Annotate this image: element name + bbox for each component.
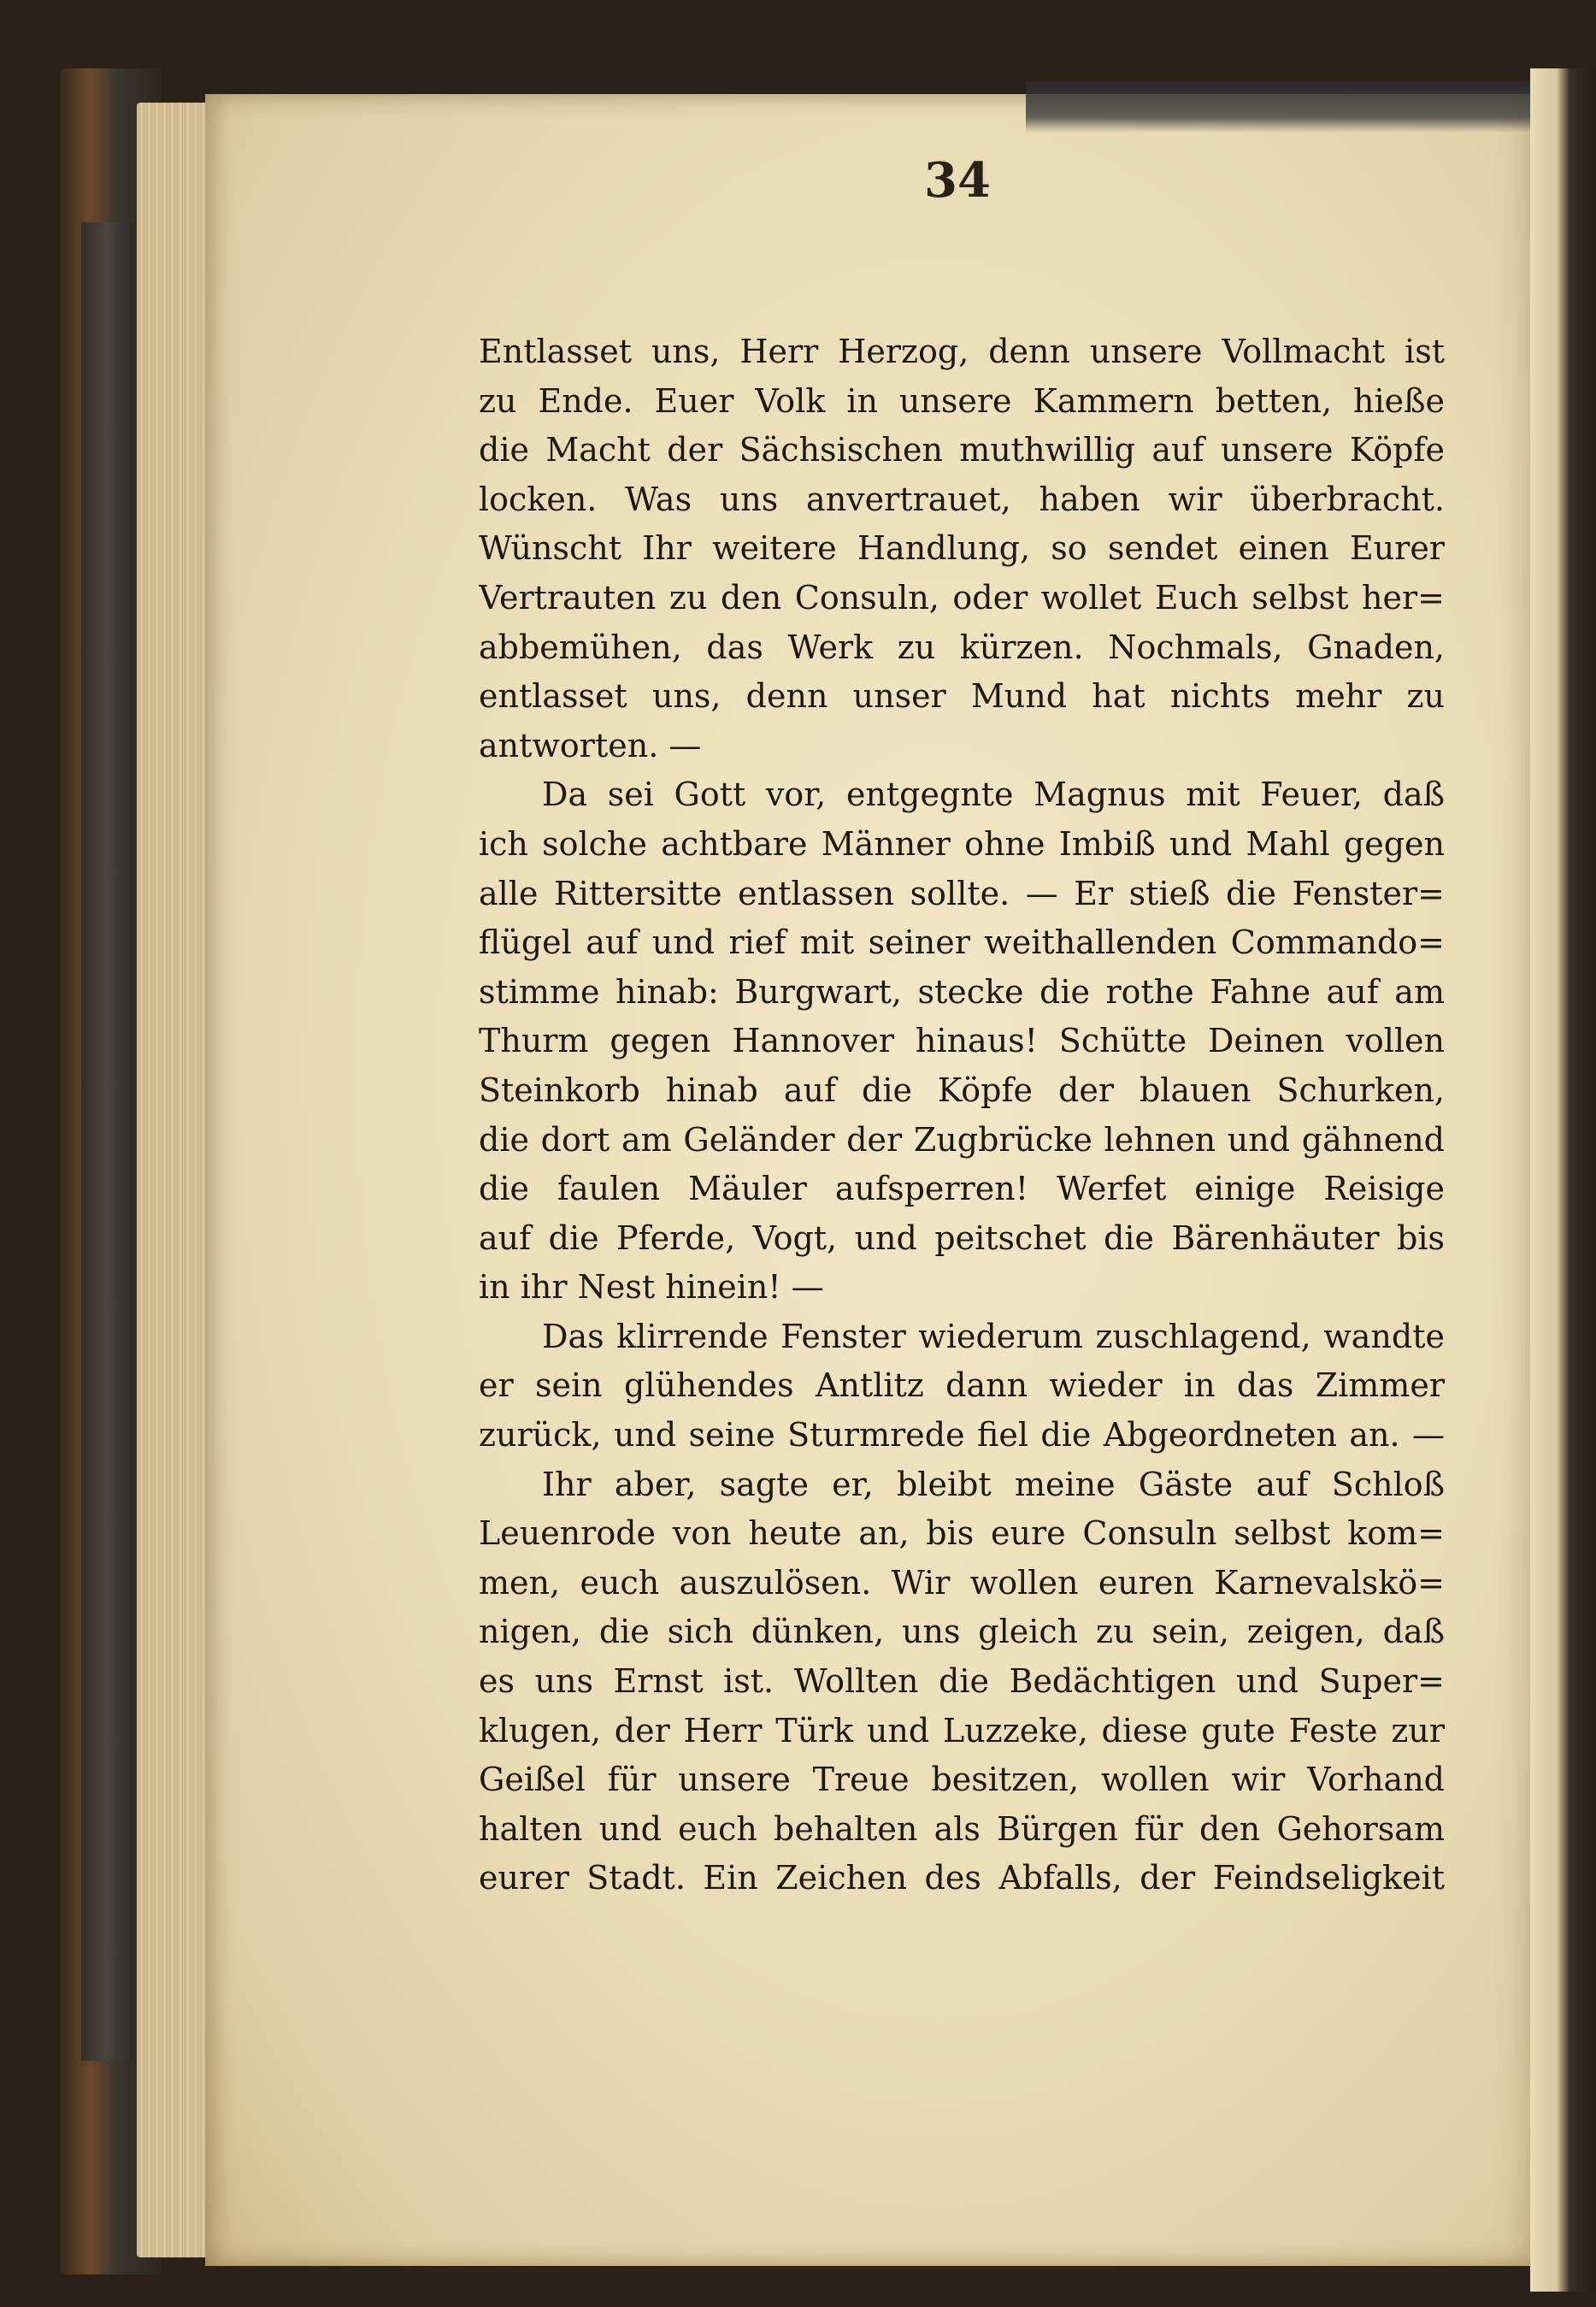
text-line: zurück, und seine Sturmrede fiel die Abgeordneten an. — xyxy=(479,1416,1445,1454)
text-line: Leuenrode von heute an, bis eure Consuln selbst kom= xyxy=(479,1514,1445,1553)
text-line: die Macht der Sächsischen muthwillig auf unsere Köpfe xyxy=(479,431,1445,469)
text-line: men, euch auszulösen. Wir wollen euren Karnevalskö= xyxy=(479,1563,1445,1602)
text-line: klugen, der Herr Türk und Luzzeke, diese gute Feste zur xyxy=(479,1711,1445,1749)
text-line: abbemühen, das Werk zu kürzen. Nochmals, Gnaden, xyxy=(479,628,1445,666)
text-line: Thurm gegen Hannover hinaus! Schütte Deinen vollen xyxy=(479,1022,1445,1060)
text-line: die faulen Mäuler aufsperren! Werfet einige Reisige xyxy=(479,1170,1445,1208)
text-line: alle Rittersitte entlassen sollte. — Er stieß die Fenster= xyxy=(479,874,1445,912)
page-number: 34 xyxy=(924,152,991,209)
text-line: flügel auf und rief mit seiner weithallenden Commando= xyxy=(479,923,1445,962)
text-line: Ihr aber, sagte er, bleibt meine Gäste auf Schloß xyxy=(542,1465,1445,1503)
text-line: die dort am Geländer der Zugbrücke lehnen und gähnend xyxy=(479,1120,1445,1159)
text-line: in ihr Nest hinein! — xyxy=(479,1268,824,1307)
text-line: Vertrauten zu den Consuln, oder wollet Euch selbst her= xyxy=(479,578,1445,617)
page-shadow-band xyxy=(1026,81,1539,133)
text-line: Entlasset uns, Herr Herzog, denn unsere Vollmacht ist xyxy=(479,333,1445,370)
text-line: zu Ende. Euer Volk in unsere Kammern betten, hieße xyxy=(479,381,1445,420)
text-line: entlasset uns, denn unser Mund hat nichts mehr zu xyxy=(479,677,1445,716)
text-line: Wünscht Ihr weitere Handlung, so sendet einen Eurer xyxy=(479,529,1445,568)
text-line: stimme hinab: Burgwart, stecke die rothe Fahne auf am xyxy=(479,972,1445,1011)
text-line: Steinkorb hinab auf die Köpfe der blauen Schurken, xyxy=(479,1071,1445,1109)
page-edges xyxy=(137,103,214,2257)
cover-spine-stripe xyxy=(81,222,133,2061)
body-text xyxy=(479,327,1445,1903)
text-line: Geißel für unsere Treue besitzen, wollen wir Vorhand xyxy=(479,1761,1445,1799)
text-line: halten und euch behalten als Bürgen für den Gehorsam xyxy=(479,1809,1445,1848)
text-line: locken. Was uns anvertrauet, haben wir überbracht. xyxy=(479,480,1445,518)
book-gutter xyxy=(1530,68,1596,2292)
text-line: Da sei Gott vor, entgegnte Magnus mit Feuer, daß xyxy=(542,776,1445,814)
text-line: antworten. — xyxy=(479,726,702,764)
text-line: es uns Ernst ist. Wollten die Bedächtigen und Super= xyxy=(479,1662,1445,1701)
text-line: er sein glühendes Antlitz dann wieder in das Zimmer xyxy=(479,1366,1445,1405)
text-line: auf die Pferde, Vogt, und peitschet die Bärenhäuter bis xyxy=(479,1218,1445,1257)
text-line: Das klirrende Fenster wiederum zuschlagend, wandte xyxy=(542,1317,1445,1355)
text-line: ich solche achtbare Männer ohne Imbiß und Mahl gegen xyxy=(479,824,1445,863)
text-line: nigen, die sich dünken, uns gleich zu sein, zeigen, daß xyxy=(479,1613,1445,1651)
text-line: eurer Stadt. Ein Zeichen des Abfalls, der Feindseligkeit xyxy=(479,1859,1445,1897)
